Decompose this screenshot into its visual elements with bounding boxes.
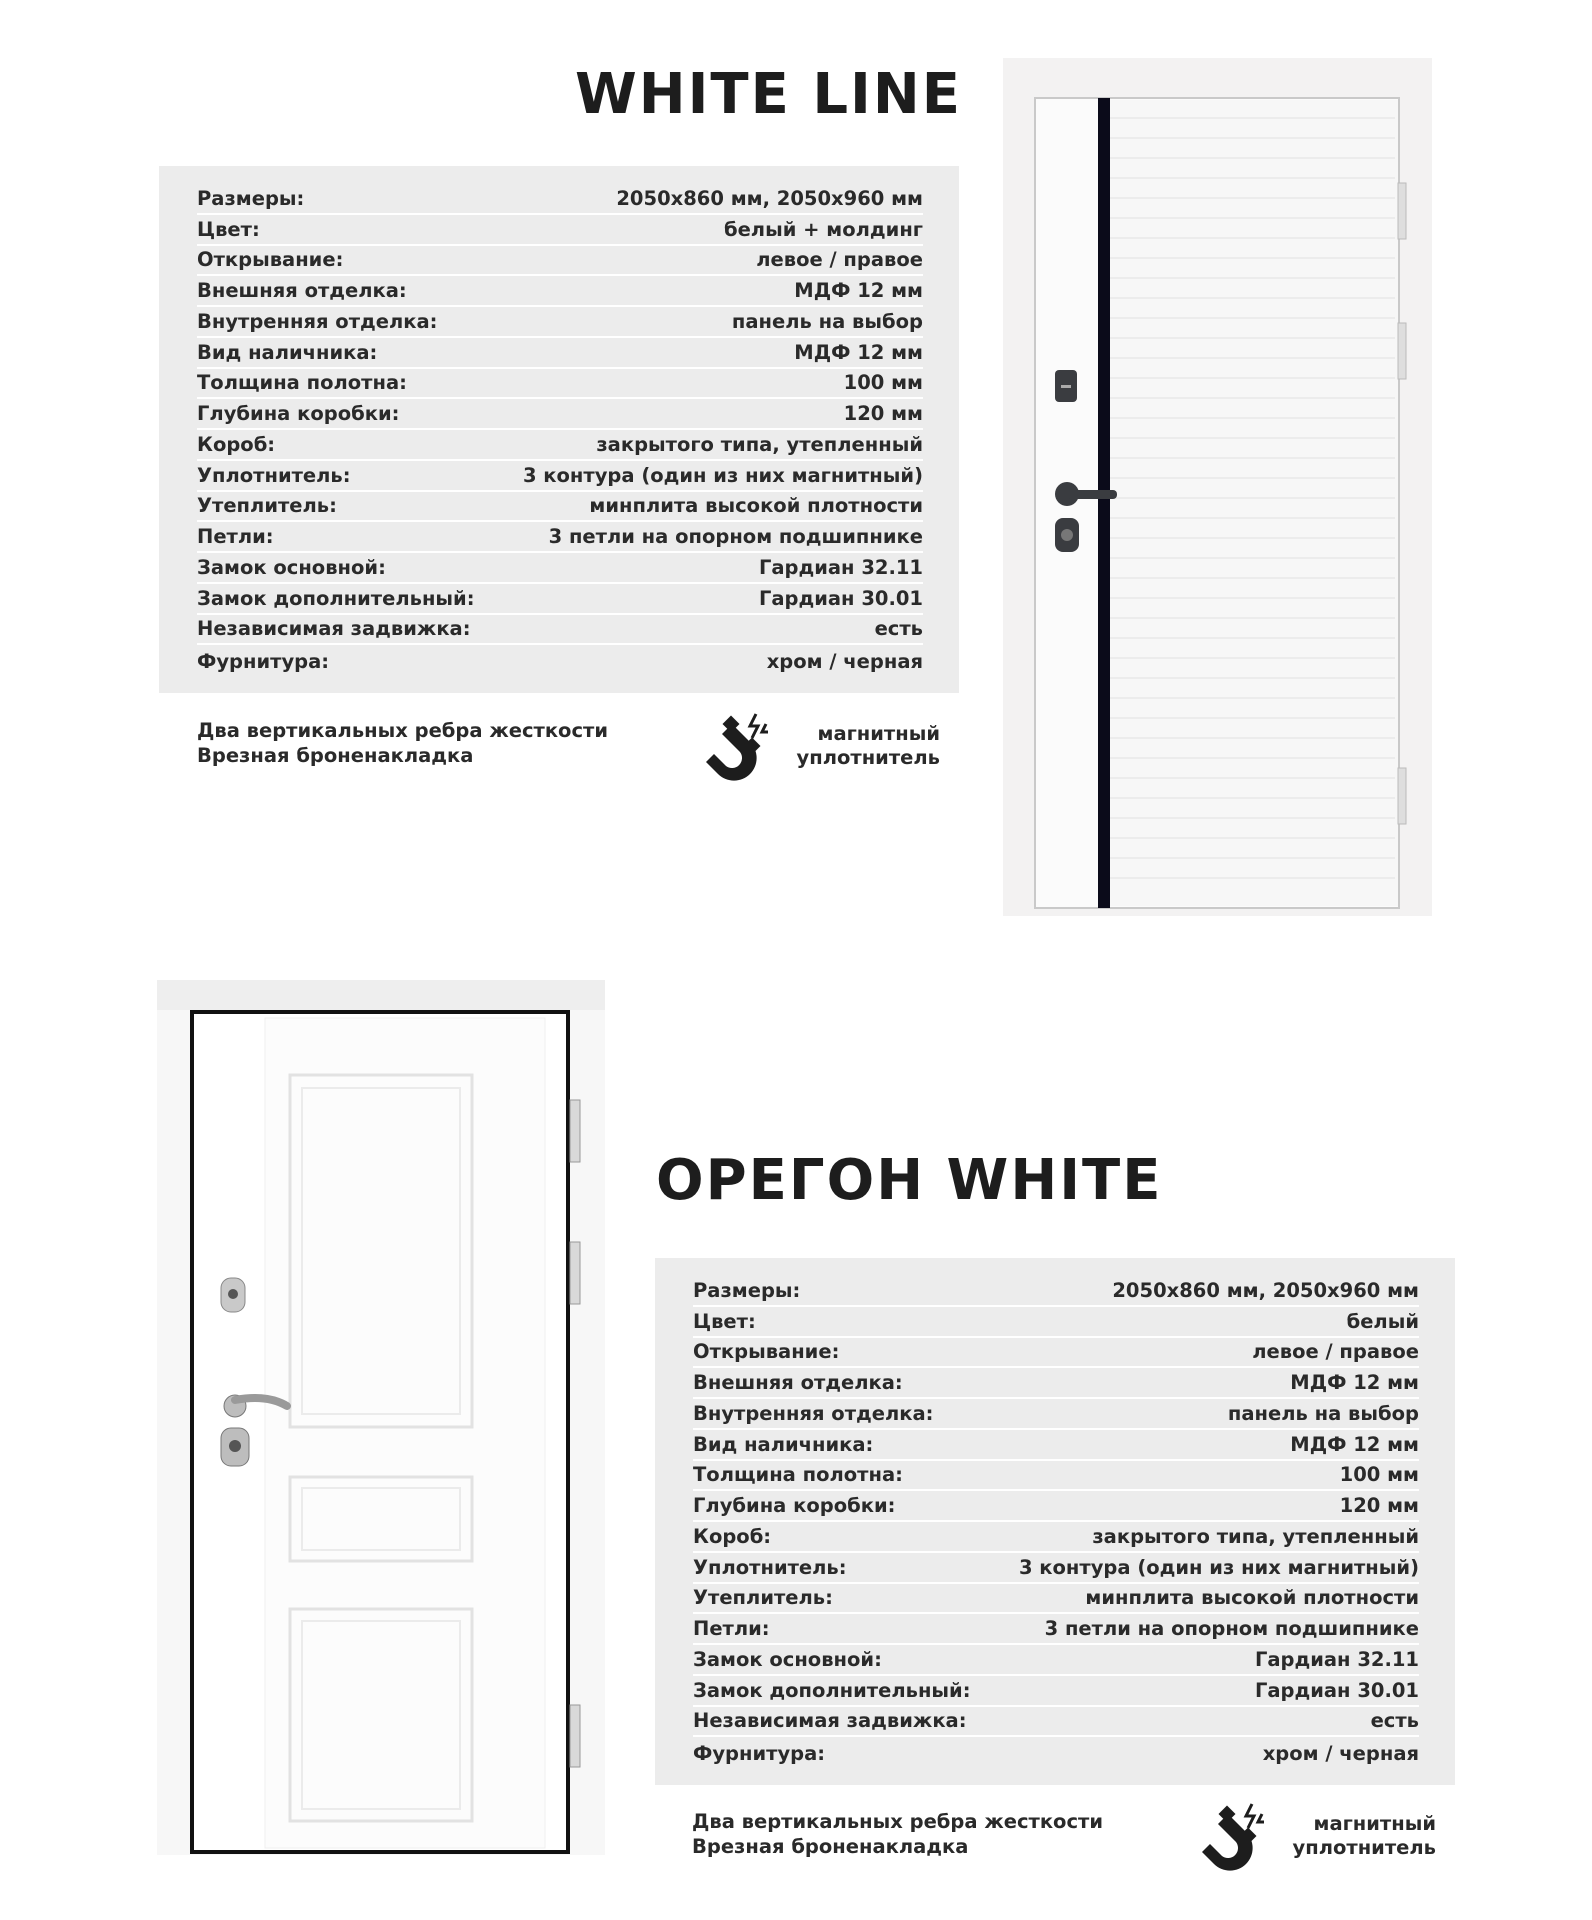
spec-value: белый + молдинг <box>723 217 923 241</box>
spec-row <box>693 1368 1419 1399</box>
spec-label: Замок основной: <box>693 1647 882 1671</box>
spec-value: левое / правое <box>756 248 923 272</box>
spec-value: панель на выбор <box>731 309 923 333</box>
magnet-icon <box>1196 1800 1276 1880</box>
spec-label: Петли: <box>197 525 274 548</box>
spec-row <box>693 1399 1419 1430</box>
spec-value: МДФ 12 мм <box>1290 1432 1419 1456</box>
spec-row <box>197 246 923 277</box>
spec-label: Замок основной: <box>197 555 386 579</box>
spec-value: 100 мм <box>843 371 923 395</box>
spec-value: левое / правое <box>1252 1340 1419 1364</box>
spec-value: закрытого типа, утепленный <box>1092 1524 1419 1548</box>
spec-value: есть <box>1370 1709 1419 1733</box>
spec-value: хром / черная <box>766 650 923 673</box>
spec-row <box>197 430 923 461</box>
spec-value: минплита высокой плотности <box>589 494 923 518</box>
spec-row <box>693 1430 1419 1461</box>
spec-value: 120 мм <box>843 402 923 425</box>
spec-row <box>197 492 923 523</box>
spec-label: Внутренняя отделка: <box>693 1401 934 1425</box>
feature-item: Два вертикальных ребра жесткости <box>692 1810 1103 1833</box>
spec-value: Гардиан 32.11 <box>758 555 923 579</box>
spec-row <box>693 1584 1419 1615</box>
spec-row <box>197 399 923 430</box>
spec-row <box>693 1614 1419 1645</box>
spec-row <box>693 1707 1419 1738</box>
spec-label: Короб: <box>197 432 276 456</box>
spec-value: Гардиан 30.01 <box>758 586 923 610</box>
features-list <box>692 1809 1103 1859</box>
spec-row <box>197 461 923 492</box>
spec-row <box>693 1553 1419 1584</box>
spec-value: 3 контура (один из них магнитный) <box>522 463 923 487</box>
door-image-oregon-white <box>157 980 605 1855</box>
spec-label: Глубина коробки: <box>197 402 400 425</box>
feature-item: Два вертикальных ребра жесткости <box>197 719 608 742</box>
spec-label: Уплотнитель: <box>197 463 351 487</box>
spec-table <box>655 1258 1455 1785</box>
spec-value: 100 мм <box>1339 1463 1419 1487</box>
spec-label: Короб: <box>693 1524 772 1548</box>
spec-label: Замок дополнительный: <box>197 586 475 610</box>
spec-row <box>197 215 923 246</box>
badge-line-1: магнитный <box>817 722 940 745</box>
spec-row <box>197 276 923 307</box>
spec-label: Независимая задвижка: <box>693 1709 967 1733</box>
spec-value: закрытого типа, утепленный <box>596 432 923 456</box>
spec-label: Утеплитель: <box>693 1586 833 1610</box>
spec-row <box>197 553 923 584</box>
spec-row <box>197 184 923 215</box>
spec-label: Петли: <box>693 1617 770 1640</box>
spec-value: Гардиан 32.11 <box>1254 1647 1419 1671</box>
spec-table <box>159 166 959 693</box>
spec-label: Фурнитура: <box>693 1742 826 1765</box>
magnet-icon <box>700 710 780 790</box>
spec-value: МДФ 12 мм <box>794 340 923 364</box>
spec-row <box>197 522 923 553</box>
badge-line-2: уплотнитель <box>1292 1836 1436 1859</box>
spec-label: Уплотнитель: <box>693 1555 847 1579</box>
spec-label: Вид наличника: <box>197 340 378 364</box>
spec-label: Утеплитель: <box>197 494 337 518</box>
spec-row <box>693 1676 1419 1707</box>
spec-value: 3 контура (один из них магнитный) <box>1018 1555 1419 1579</box>
spec-row <box>693 1276 1419 1307</box>
spec-row <box>693 1307 1419 1338</box>
spec-value: МДФ 12 мм <box>794 279 923 302</box>
product-title: ОРЕГОН WHITE <box>656 1148 1163 1213</box>
spec-label: Открывание: <box>197 248 344 272</box>
spec-value: 2050х860 мм, 2050х960 мм <box>616 186 923 210</box>
spec-row <box>197 584 923 615</box>
spec-label: Фурнитура: <box>197 650 330 673</box>
badge-line-2: уплотнитель <box>796 746 940 769</box>
spec-row <box>693 1645 1419 1676</box>
spec-row <box>693 1491 1419 1522</box>
spec-value: МДФ 12 мм <box>1290 1371 1419 1394</box>
features-list <box>197 718 608 768</box>
feature-item: Врезная броненакладка <box>197 744 474 767</box>
spec-value: 3 петли на опорном подшипнике <box>1044 1617 1419 1640</box>
spec-label: Независимая задвижка: <box>197 617 471 641</box>
spec-value: белый <box>1346 1309 1419 1333</box>
spec-label: Внешняя отделка: <box>197 279 407 302</box>
product-title: WHITE LINE <box>574 62 962 127</box>
spec-row <box>693 1461 1419 1492</box>
spec-row <box>693 1522 1419 1553</box>
spec-row <box>693 1737 1419 1768</box>
spec-label: Открывание: <box>693 1340 840 1364</box>
magnetic-seal-badge <box>1196 1800 1436 1880</box>
spec-label: Внешняя отделка: <box>693 1371 903 1394</box>
spec-label: Цвет: <box>197 217 260 241</box>
spec-row <box>197 615 923 646</box>
spec-row <box>197 307 923 338</box>
spec-value: Гардиан 30.01 <box>1254 1678 1419 1702</box>
spec-label: Цвет: <box>693 1309 756 1333</box>
spec-value: хром / черная <box>1262 1742 1419 1765</box>
magnetic-seal-badge <box>700 710 940 790</box>
spec-value: 2050х860 мм, 2050х960 мм <box>1112 1278 1419 1302</box>
spec-row <box>197 369 923 400</box>
product-oregon-white <box>0 960 1592 1920</box>
spec-label: Замок дополнительный: <box>693 1678 971 1702</box>
spec-value: 120 мм <box>1339 1494 1419 1517</box>
spec-row <box>693 1338 1419 1369</box>
spec-label: Глубина коробки: <box>693 1494 896 1517</box>
spec-label: Толщина полотна: <box>197 371 407 395</box>
spec-label: Внутренняя отделка: <box>197 309 438 333</box>
door-image-white-line <box>1003 58 1432 916</box>
spec-value: 3 петли на опорном подшипнике <box>548 525 923 548</box>
feature-item: Врезная броненакладка <box>692 1835 969 1858</box>
spec-label: Толщина полотна: <box>693 1463 903 1487</box>
spec-row <box>197 338 923 369</box>
spec-label: Размеры: <box>197 186 305 210</box>
spec-value: минплита высокой плотности <box>1085 1586 1419 1610</box>
spec-label: Размеры: <box>693 1278 801 1302</box>
spec-row <box>197 645 923 676</box>
badge-line-1: магнитный <box>1313 1812 1436 1835</box>
spec-label: Вид наличника: <box>693 1432 874 1456</box>
product-white-line <box>0 0 1592 930</box>
spec-value: есть <box>874 617 923 641</box>
spec-value: панель на выбор <box>1227 1401 1419 1425</box>
